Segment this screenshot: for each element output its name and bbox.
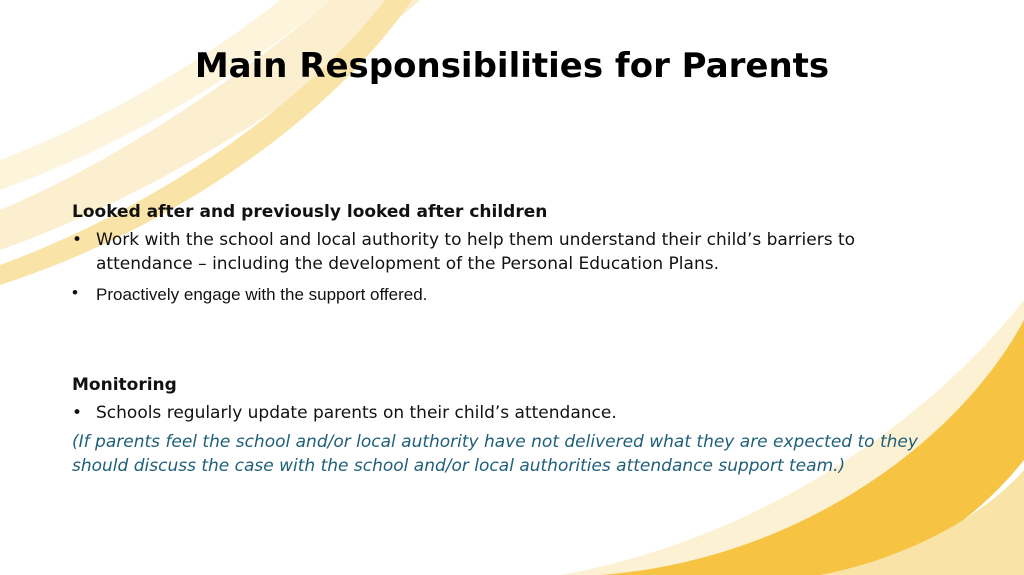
bullet-text: Work with the school and local authority to help them understand their child’s barriers to attendance – including the development of the Personal Education Plans. [96,230,856,274]
list-item [72,228,932,276]
bullet-text: Proactively engage with the support offered. [96,285,428,304]
bullet-icon: • [72,283,78,302]
bullet-list [72,401,932,425]
slide-content [72,200,932,478]
bullet-list [72,228,932,307]
section-heading: Looked after and previously looked after children [72,202,548,222]
slide-title: Main Responsibilities for Parents [194,46,830,86]
list-item [72,281,932,307]
section-heading: Monitoring [72,375,177,395]
bullet-icon: • [72,403,83,423]
section-monitoring [72,373,932,478]
bullet-text: Schools regularly update parents on their child’s attendance. [96,403,617,423]
section-looked-after [72,200,932,307]
list-item [72,401,932,425]
note-text: (If parents feel the school and/or local authority have not delivered what they are expected to they should discuss the case with the school and/or local authorities attendance support team.) [72,432,918,476]
bullet-icon: • [72,230,83,250]
